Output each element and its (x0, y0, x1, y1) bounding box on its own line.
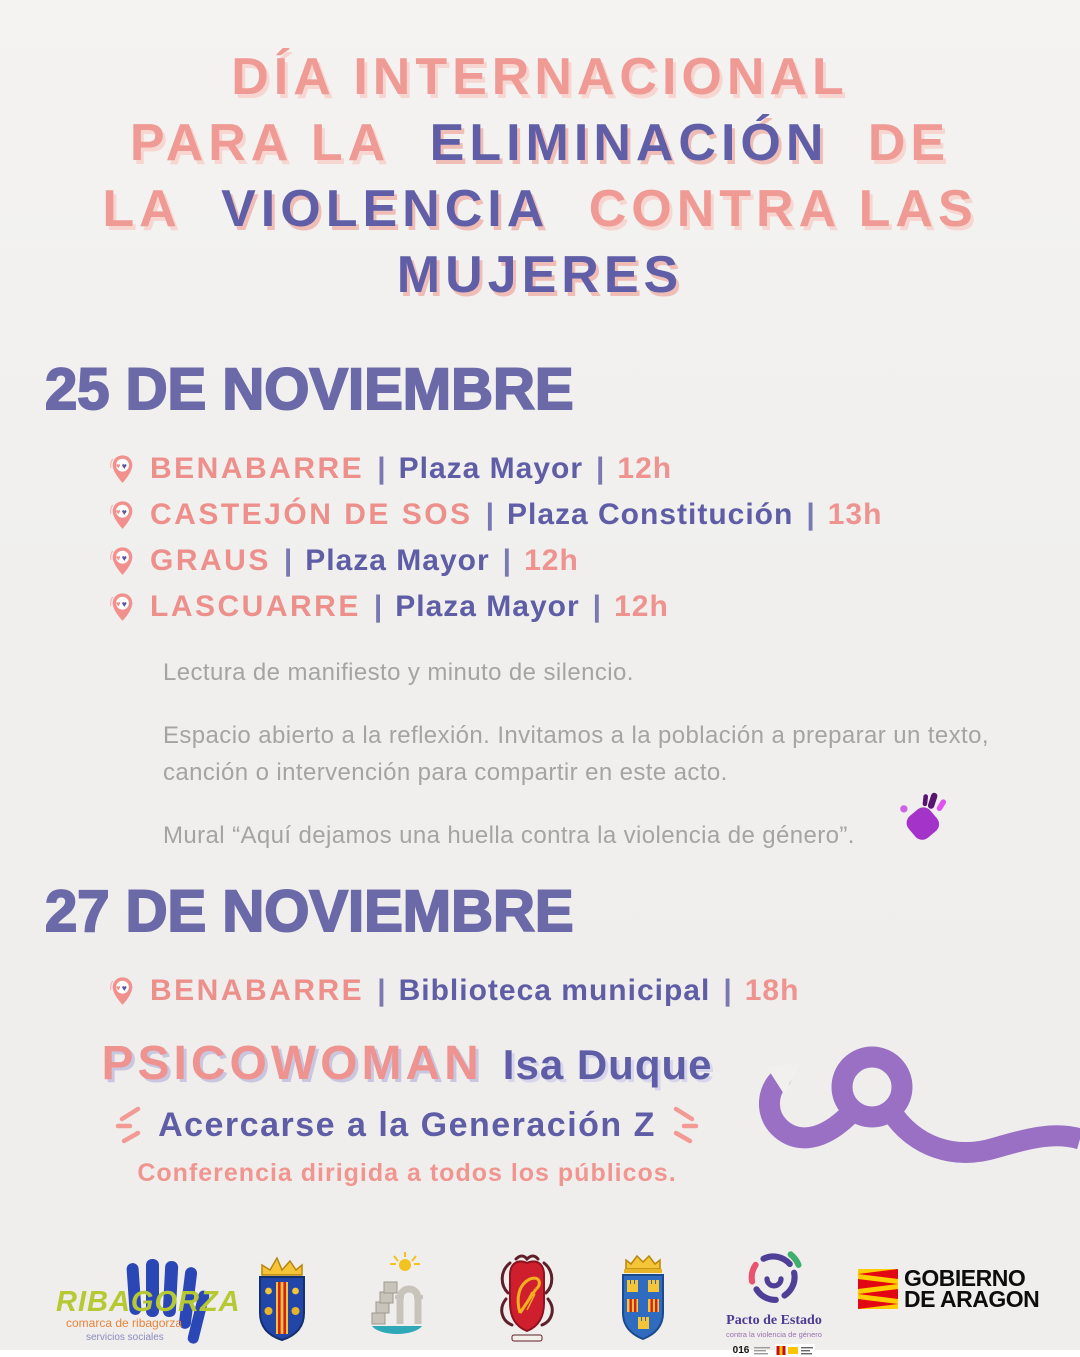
speaker-line (45, 1036, 769, 1091)
svg-text:♥: ♥ (115, 552, 121, 562)
ribagorza-subtitle: comarca de ribagorza (66, 1316, 183, 1330)
logo-comarca-ribagorza (54, 1258, 249, 1351)
event-time: 18h (744, 974, 800, 1007)
heading-nov-25: 25 DE NOVIEMBRE (45, 357, 574, 422)
logo-pacto-de-estado (714, 1250, 834, 1357)
location-pin-icon (109, 499, 136, 532)
event-time: 12h (524, 544, 579, 577)
talk-title-row (45, 1103, 769, 1147)
svg-text:♥: ♥ (121, 552, 127, 563)
note-mural: Mural “Aquí dejamos una huella contra la violencia de género”. (163, 822, 855, 849)
poster-title (0, 44, 1080, 308)
event-place: Plaza Mayor (398, 452, 584, 485)
gobierno-line1: GOBIERNO (904, 1265, 1026, 1291)
ribagorza-subtitle2: servicios sociales (86, 1332, 164, 1343)
location-pin-icon (109, 453, 136, 486)
location-pin-icon (109, 545, 136, 578)
logo-graus-coat-of-arms (496, 1251, 558, 1348)
title-segment: PARA LA (129, 114, 391, 172)
pacto-circle-icon (746, 1250, 802, 1306)
logo-lascuarre-coat-of-arms (614, 1249, 672, 1350)
title-line-4 (0, 242, 1080, 308)
event-notes (163, 654, 1011, 854)
separator: | (596, 452, 605, 485)
event-time: 12h (614, 590, 669, 623)
separator: | (592, 590, 602, 623)
event-row (109, 968, 1045, 1014)
svg-text:♥: ♥ (115, 506, 121, 516)
svg-text:♥: ♥ (121, 506, 127, 517)
location-pin-icon (109, 591, 136, 624)
logo-castejon-arch (365, 1251, 429, 1348)
separator: | (485, 498, 494, 531)
handprint-icon (892, 786, 956, 850)
sparkle-right-icon (670, 1103, 700, 1147)
event-town: BENABARRE (150, 974, 365, 1007)
event-row (109, 492, 1045, 538)
separator: | (723, 974, 732, 1007)
event-town: BENABARRE (150, 452, 365, 485)
title-segment: VIOLENCIA (221, 180, 550, 238)
gobierno-espana-emblem-icon (775, 1344, 815, 1357)
title-segment: DÍA INTERNACIONAL (231, 48, 849, 106)
title-line-3 (0, 176, 1080, 242)
title-segment: CONTRA LAS (588, 180, 978, 238)
svg-text:♥: ♥ (115, 460, 121, 470)
event-place: Plaza Mayor (395, 590, 580, 623)
events-list-nov-27 (109, 968, 1045, 1014)
event-place: Plaza Constitución (506, 498, 794, 531)
event-place: Plaza Mayor (305, 544, 490, 577)
separator: | (502, 544, 512, 577)
separator: | (377, 452, 386, 485)
pacto-phone: 016 (732, 1345, 750, 1356)
speaker-brand: PSICOWOMAN (101, 1037, 483, 1090)
svg-text:♥: ♥ (121, 982, 127, 993)
events-list-nov-25 (109, 446, 1045, 630)
heading-nov-27: 27 DE NOVIEMBRE (45, 879, 574, 944)
logo-benabarre-coat-of-arms (247, 1249, 317, 1350)
speaker-name: Isa Duque (502, 1041, 713, 1088)
svg-text:♥: ♥ (121, 598, 127, 609)
event-town: LASCUARRE (150, 590, 361, 623)
title-segment: LA (102, 180, 182, 238)
title-segment: MUJERES (396, 246, 684, 304)
svg-text:♥: ♥ (115, 982, 121, 992)
event-town: GRAUS (150, 544, 271, 577)
pacto-016-row (714, 1344, 834, 1357)
pacto-subtitle: contra la violencia de género (726, 1330, 822, 1339)
separator: | (806, 498, 815, 531)
title-segment: ELIMINACIÓN (429, 114, 829, 172)
event-town: CASTEJÓN DE SOS (150, 498, 473, 531)
event-time: 13h (827, 498, 883, 531)
svg-text:♥: ♥ (115, 598, 121, 608)
note-manifiesto: Lectura de manifiesto y minuto de silencio. (163, 659, 634, 686)
micro-text-bars (754, 1347, 770, 1355)
awareness-ribbon-icon (750, 1030, 1080, 1218)
audience-note: Conferencia dirigida a todos los públicos. (137, 1159, 677, 1187)
event-place: Biblioteca municipal (398, 974, 711, 1007)
event-row (109, 446, 1045, 492)
gobierno-text (904, 1265, 1040, 1312)
title-line-2 (0, 110, 1080, 176)
logo-gobierno-de-aragon (858, 1265, 1040, 1312)
gobierno-line2: DE ARAGON (904, 1286, 1040, 1312)
event-row (109, 538, 1045, 584)
ribagorza-title: RIBAGORZA (56, 1286, 241, 1318)
separator: | (373, 590, 383, 623)
pacto-title: Pacto de Estado (726, 1313, 822, 1328)
sparkle-left-icon (114, 1103, 144, 1147)
talk-title: Acercarse a la Generación Z (158, 1105, 656, 1144)
separator: | (283, 544, 293, 577)
title-segment: DE (867, 114, 951, 172)
note-espacio: Espacio abierto a la reflexión. Invitamos a la población a preparar un texto, canción o intervención para compartir en este acto. (163, 722, 989, 786)
location-pin-icon (109, 975, 136, 1008)
separator: | (377, 974, 386, 1007)
aragon-flag-icon (858, 1269, 898, 1309)
svg-text:♥: ♥ (121, 460, 127, 471)
event-time: 12h (617, 452, 673, 485)
title-line-1 (0, 44, 1080, 110)
event-row (109, 584, 1045, 630)
speaker-block (45, 1036, 769, 1188)
